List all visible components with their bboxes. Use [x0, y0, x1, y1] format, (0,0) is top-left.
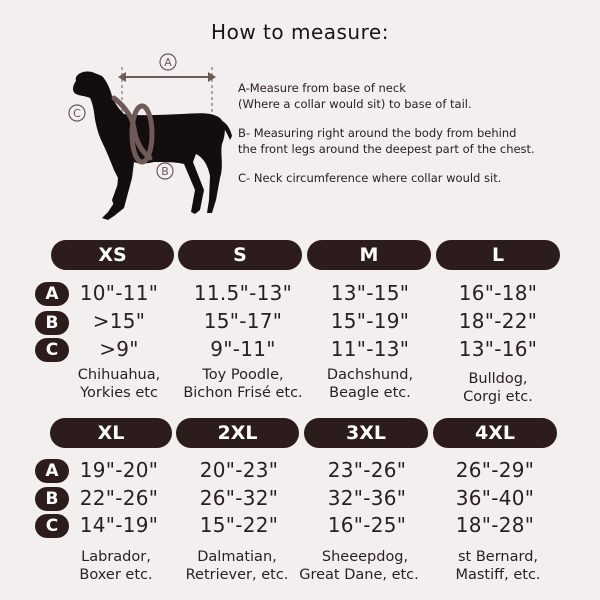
size-header-4xl: 4XL	[433, 418, 557, 448]
xs-breed-line2: Yorkies etc	[80, 385, 158, 401]
legend-b-line2: the front legs around the deepest part of the chest.	[238, 142, 535, 156]
xs-b-value: >15"	[92, 309, 146, 333]
legend-b-line1: B- Measuring right around the body from behind	[238, 126, 517, 140]
m-a-value: 13"-15"	[330, 281, 410, 305]
3xl-breed-line2: Great Dane, etc.	[299, 567, 419, 583]
xl-a-value: 19"-20"	[79, 458, 159, 482]
xl-breed-line1: Labrador,	[81, 549, 151, 565]
l-b-value: 18"-22"	[458, 309, 538, 333]
size-header-xl: XL	[50, 418, 172, 448]
row-label-c-2: C	[35, 514, 69, 538]
4xl-breed-line1: st Bernard,	[457, 549, 539, 565]
legend-a-line1: A-Measure from base of neck	[238, 81, 406, 95]
xl-breed-line2: Boxer etc.	[79, 567, 153, 583]
size-header-3xl: 3XL	[304, 418, 428, 448]
page-title: How to measure:	[211, 20, 389, 44]
row-label-a-2: A	[35, 459, 69, 483]
4xl-breed-line2: Mastiff, etc.	[455, 567, 541, 583]
size-header-l: L	[436, 240, 560, 270]
row-label-b: B	[35, 311, 69, 335]
3xl-b-value: 32"-36"	[327, 486, 407, 510]
label-a: A	[164, 56, 172, 69]
s-c-value: 9"-11"	[210, 337, 276, 361]
s-breed-line2: Bichon Frisé etc.	[183, 385, 303, 401]
m-breed-line2: Beagle etc.	[329, 385, 411, 401]
size-header-m: M	[307, 240, 431, 270]
row-label-b-2: B	[35, 487, 69, 511]
2xl-c-value: 15"-22"	[199, 513, 279, 537]
2xl-breed-line2: Retriever, etc.	[185, 567, 289, 583]
m-b-value: 15"-19"	[330, 309, 410, 333]
s-b-value: 15"-17"	[203, 309, 283, 333]
xs-breed-line1: Chihuahua,	[77, 367, 161, 383]
l-breed-line2: Corgi etc.	[463, 389, 533, 405]
4xl-a-value: 26"-29"	[455, 458, 535, 482]
2xl-a-value: 20"-23"	[199, 458, 279, 482]
legend-a-line2: (Where a collar would sit) to base of tail.	[238, 97, 472, 111]
l-c-value: 13"-16"	[458, 337, 538, 361]
size-header-s: S	[178, 240, 302, 270]
row-label-a: A	[35, 282, 69, 306]
4xl-b-value: 36"-40"	[455, 486, 535, 510]
label-b: B	[161, 165, 169, 178]
xl-b-value: 22"-26"	[79, 486, 159, 510]
3xl-breed-line1: Sheeepdog,	[321, 549, 409, 565]
dog-measurement-diagram	[62, 50, 244, 226]
m-c-value: 11"-13"	[330, 337, 410, 361]
s-a-value: 11.5"-13"	[193, 281, 293, 305]
size-header-xs: XS	[51, 240, 174, 270]
xs-c-value: >9"	[99, 337, 139, 361]
2xl-breed-line1: Dalmatian,	[197, 549, 277, 565]
m-breed-line1: Dachshund,	[326, 367, 414, 383]
l-breed-line1: Bulldog,	[468, 371, 528, 387]
xl-c-value: 14"-19"	[79, 513, 159, 537]
label-c: C	[73, 107, 81, 120]
xs-a-value: 10"-11"	[79, 281, 159, 305]
row-label-c: C	[35, 338, 69, 362]
2xl-b-value: 26"-32"	[199, 486, 279, 510]
3xl-a-value: 23"-26"	[327, 458, 407, 482]
3xl-c-value: 16"-25"	[327, 513, 407, 537]
size-header-2xl: 2XL	[176, 418, 299, 448]
legend-c-line: C- Neck circumference where collar would sit.	[238, 171, 502, 185]
4xl-c-value: 18"-28"	[455, 513, 535, 537]
l-a-value: 16"-18"	[458, 281, 538, 305]
s-breed-line1: Toy Poodle,	[202, 367, 284, 383]
